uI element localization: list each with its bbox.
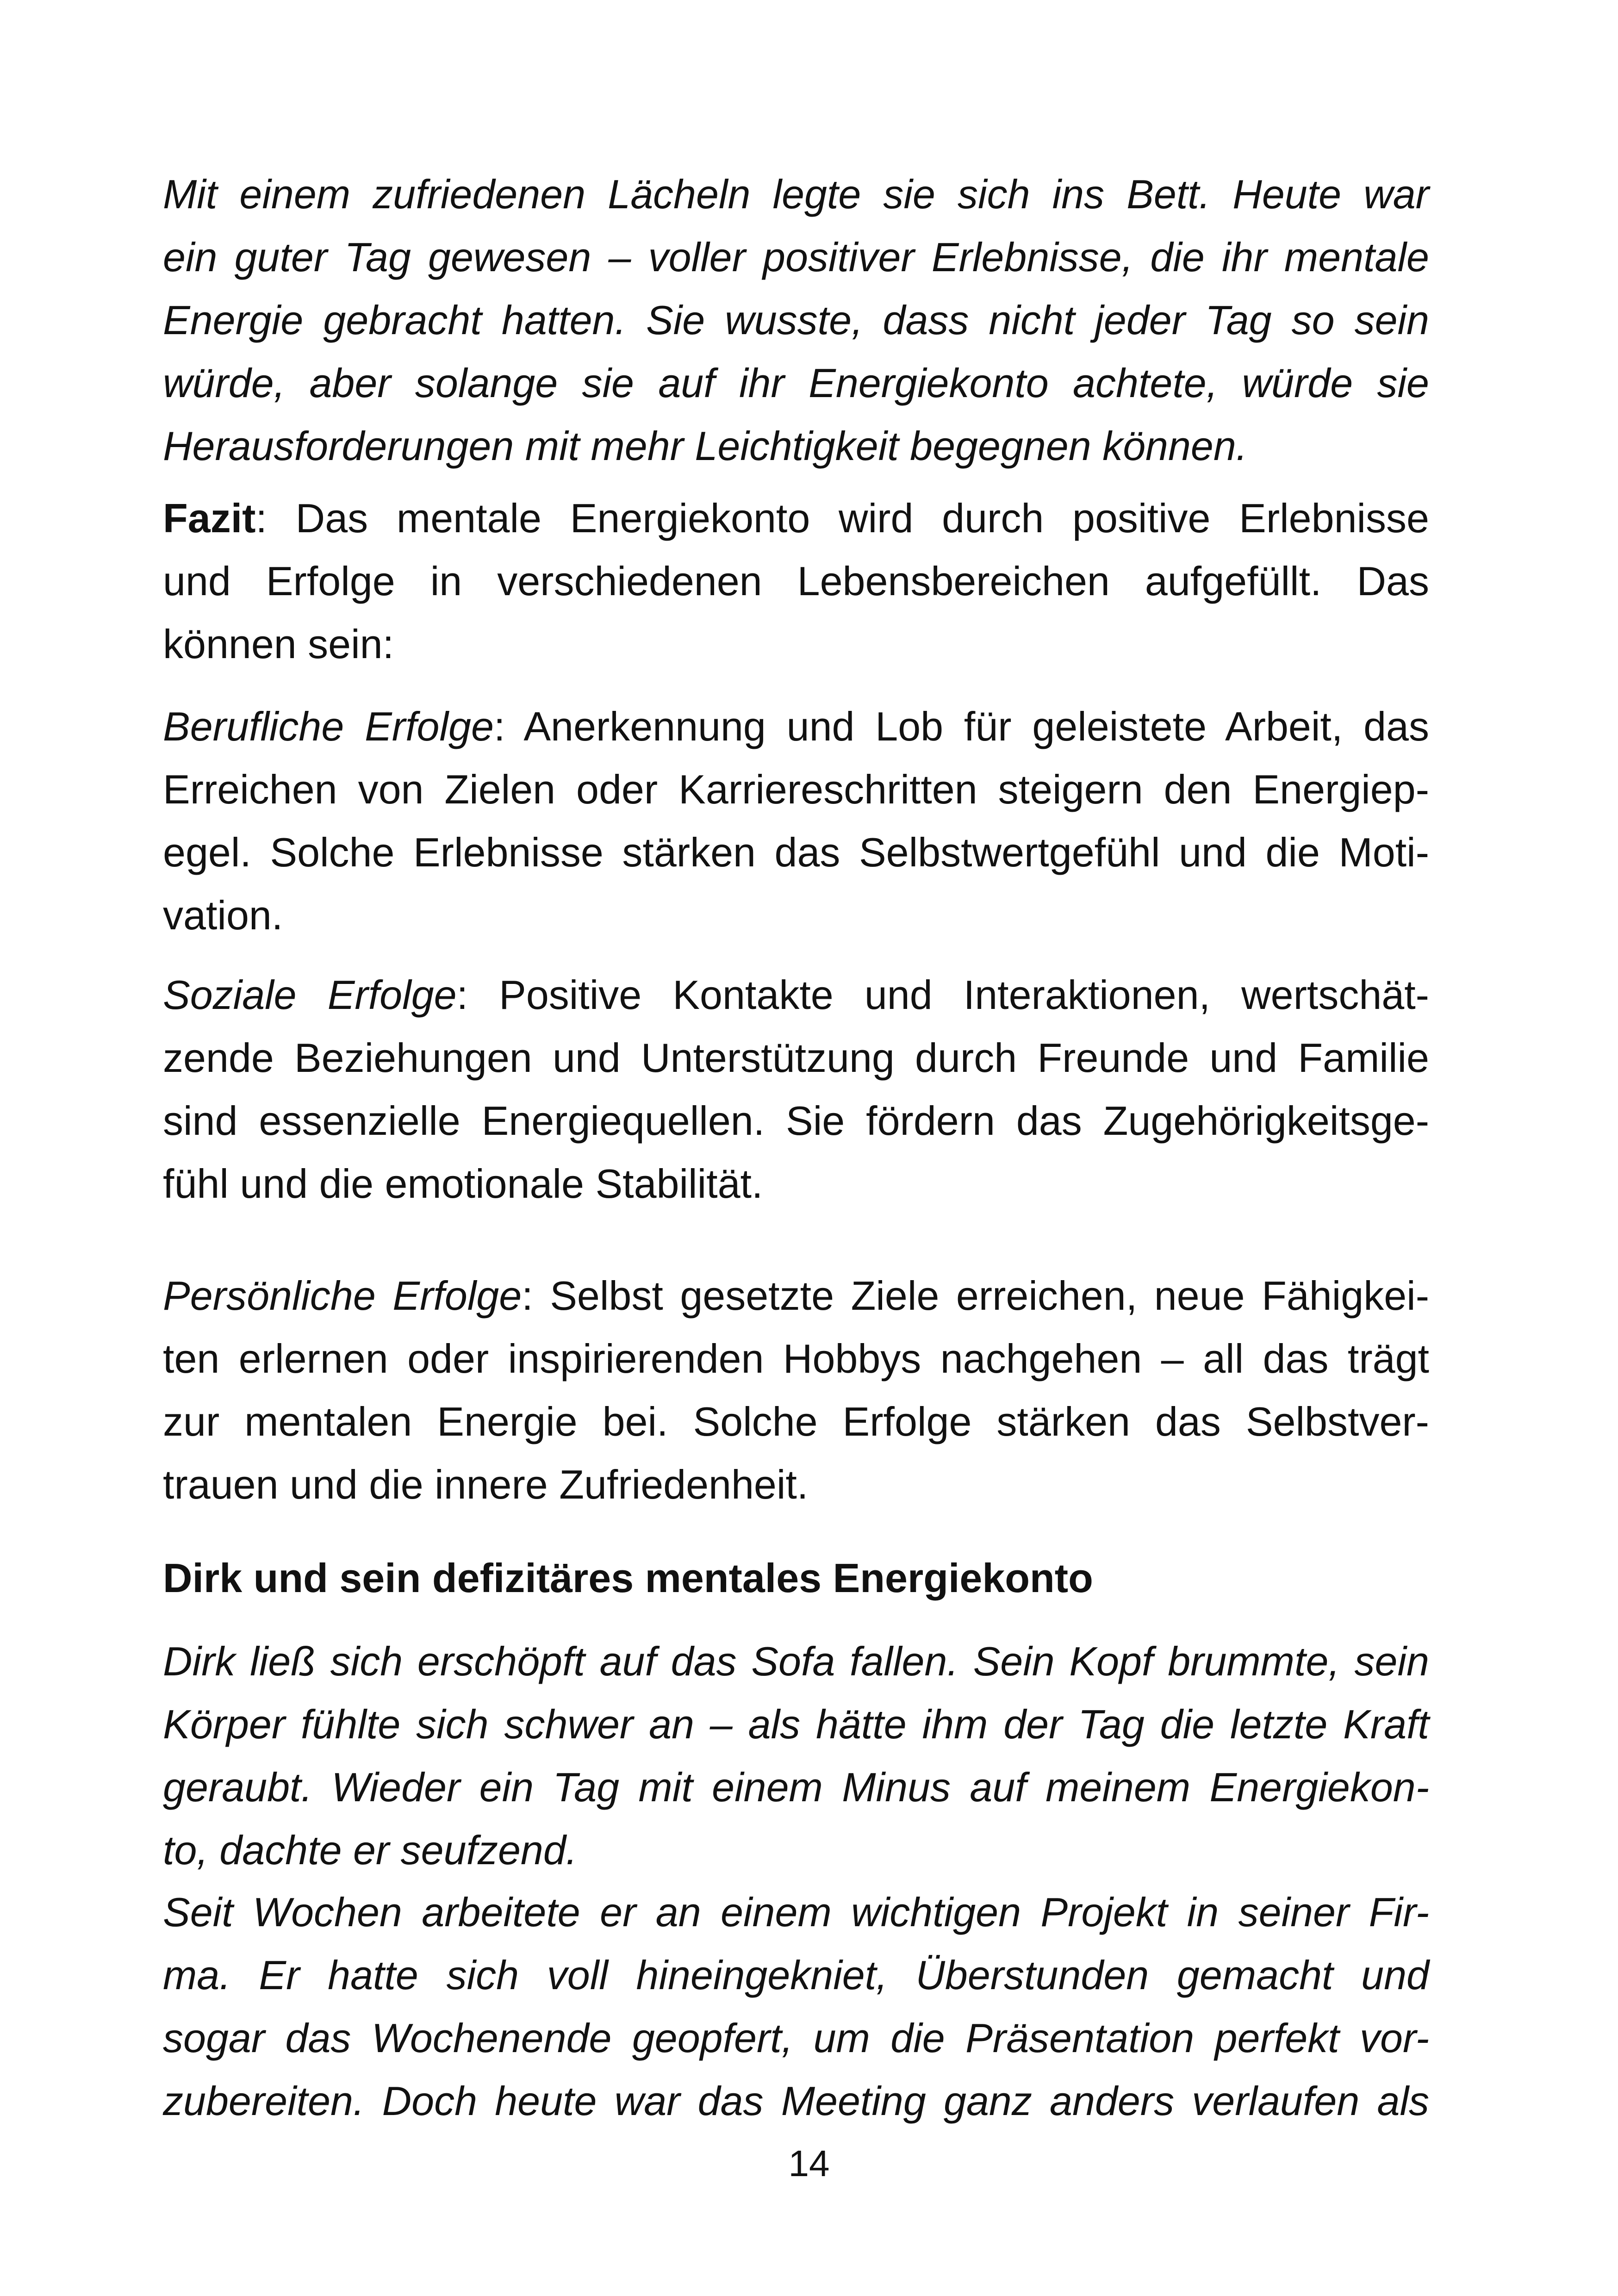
text-line: zende Beziehungen und Unterstützung durch Freunde und Familie — [163, 1035, 1429, 1081]
paragraph-fazit — [163, 487, 1429, 676]
text-line: ein guter Tag gewesen – voller positiver Erlebnisse, die ihr mentale — [163, 234, 1429, 280]
berufliche-label: Berufliche Erfolge — [163, 703, 494, 749]
text-line: fühl und die emotionale Stabilität. — [163, 1161, 763, 1207]
section-heading: Dirk und sein defizitäres mentales Energiekonto — [163, 1555, 1093, 1601]
text-line: Mit einem zufriedenen Lächeln legte sie sich ins Bett. Heute war — [163, 171, 1429, 217]
fazit-label: Fazit — [163, 495, 256, 541]
text-line: würde, aber solange sie auf ihr Energiekonto achtete, würde sie — [163, 360, 1429, 406]
soziale-label: Soziale Erfolge — [163, 972, 457, 1018]
paragraph-dirk-intro — [163, 1630, 1429, 1882]
paragraph-soziale-erfolge — [163, 964, 1429, 1215]
text-line: und Erfolge in verschiedenen Lebensbereichen aufgefüllt. Das — [163, 558, 1429, 604]
text-line: ma. Er hatte sich voll hineingekniet, Überstunden gemacht und — [163, 1952, 1429, 1998]
text-line — [163, 1264, 1429, 1327]
text-line: Seit Wochen arbeitete er an einem wichtigen Projekt in seiner Fir- — [163, 1889, 1429, 1935]
text-line: Energie gebracht hatten. Sie wusste, dass nicht jeder Tag so sein — [163, 297, 1429, 343]
text-line: zur mentalen Energie bei. Solche Erfolge stärken das Selbstver- — [163, 1399, 1429, 1444]
text-line: können sein: — [163, 621, 394, 667]
paragraph-persoenliche-erfolge — [163, 1264, 1429, 1516]
text-line: Herausforderungen mit mehr Leichtigkeit begegnen können. — [163, 423, 1248, 469]
text-line: Körper fühlte sich schwer an – als hätte ihm der Tag die letzte Kraft — [163, 1701, 1429, 1747]
text-line — [163, 695, 1429, 758]
text-line: zubereiten. Doch heute war das Meeting ganz anders verlaufen als — [163, 2078, 1429, 2124]
text-line: geraubt. Wieder ein Tag mit einem Minus auf meinem Energiekon- — [163, 1764, 1429, 1810]
text-line — [163, 487, 1429, 550]
persoenliche-label: Persönliche Erfolge — [163, 1273, 522, 1319]
text-line: ten erlernen oder inspirierenden Hobbys nachgehen – all das trägt — [163, 1336, 1429, 1381]
paragraph-berufliche-erfolge — [163, 695, 1429, 947]
text-line: sind essenzielle Energiequellen. Sie fördern das Zugehörigkeitsge- — [163, 1098, 1429, 1144]
paragraph-dirk-project — [163, 1881, 1429, 2133]
fazit-text: : Das mentale Energiekonto wird durch positive Erlebnisse — [255, 495, 1429, 541]
berufliche-text: : Anerkennung und Lob für geleistete Arbeit, das — [493, 703, 1429, 749]
text-line: trauen und die innere Zufriedenheit. — [163, 1462, 809, 1507]
text-line: egel. Solche Erlebnisse stärken das Selbstwertgefühl und die Moti- — [163, 829, 1429, 875]
page-number: 14 — [788, 2143, 830, 2184]
text-line: Erreichen von Zielen oder Karriereschritten steigern den Energiep- — [163, 766, 1429, 812]
text-line: vation. — [163, 892, 283, 938]
text-line — [163, 964, 1429, 1027]
persoenliche-text: : Selbst gesetzte Ziele erreichen, neue Fähigkei- — [522, 1273, 1429, 1319]
text-line: sogar das Wochenende geopfert, um die Präsentation perfekt vor- — [163, 2015, 1429, 2061]
soziale-text: : Positive Kontakte und Interaktionen, wertschät- — [456, 972, 1429, 1018]
text-line: Dirk ließ sich erschöpft auf das Sofa fallen. Sein Kopf brummte, sein — [163, 1638, 1429, 1684]
text-line: to, dachte er seufzend. — [163, 1827, 578, 1873]
paragraph-intro — [163, 163, 1429, 478]
